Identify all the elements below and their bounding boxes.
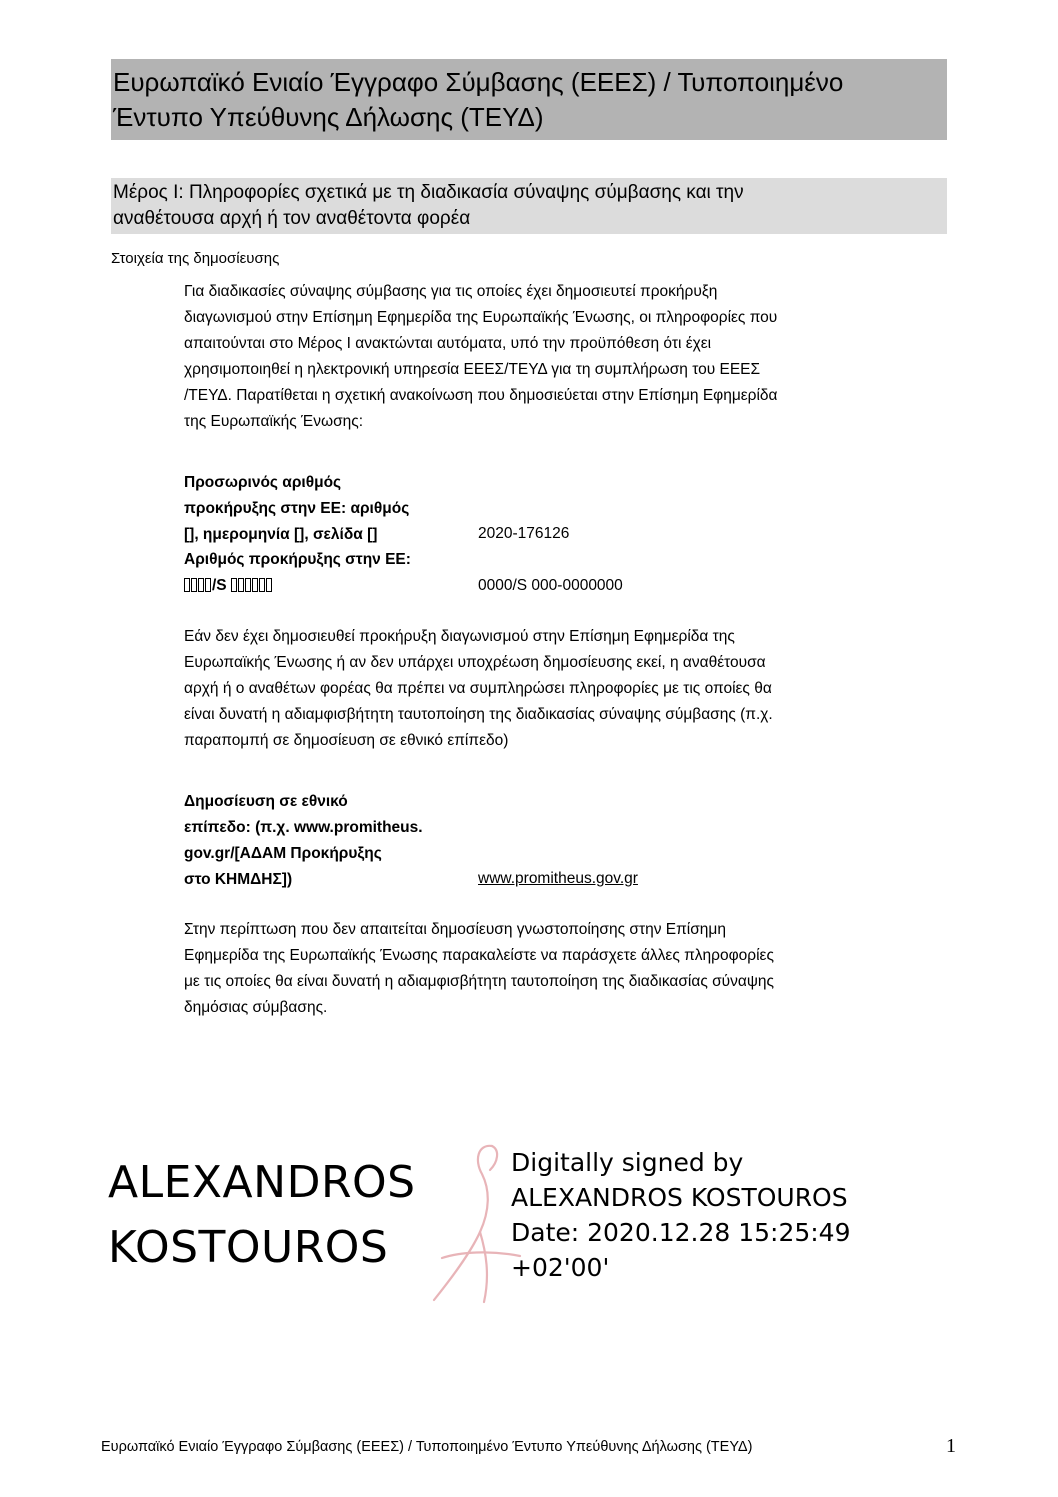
national-publication-link[interactable]: www.promitheus.gov.gr	[478, 870, 638, 887]
intro-paragraph	[184, 279, 954, 435]
document-title	[111, 59, 947, 140]
intro-line: χρησιμοποιηθεί η ηλεκτρονική υπηρεσία ΕΕΕΣ/ΤΕΥΔ για τη συμπλήρωση του ΕΕΕΣ	[184, 361, 761, 378]
temp-notice-label-line: προκήρυξης στην ΕΕ: αριθμός	[184, 500, 410, 517]
signature-detail-line: Digitally signed by	[511, 1148, 744, 1177]
intro-line: /ΤΕΥΔ. Παρατίθεται η σχετική ανακοίνωση που δημοσιεύεται στην Επίσημη Εφημερίδα	[184, 387, 778, 404]
part-heading	[111, 178, 947, 234]
oj-notice-value: 0000/S 000-0000000	[478, 577, 623, 594]
other-note-line: δημόσιας σύμβασης.	[184, 999, 328, 1016]
intro-line: Για διαδικασίες σύναψης σύμβασης για τις οποίες έχει δημοσιευτεί προκήρυξη	[184, 283, 718, 300]
missing-glyph-box	[266, 578, 272, 592]
national-note-paragraph	[184, 624, 954, 754]
signature-detail-line: ALEXANDROS KOSTOUROS	[511, 1183, 848, 1212]
signature-mark-stroke	[490, 1146, 497, 1170]
signature-detail-line: Date: 2020.12.28 15:25:49	[511, 1218, 851, 1247]
missing-glyph-box	[231, 578, 237, 592]
national-publication-label-line: στο ΚΗΜΔΗΣ])	[184, 871, 293, 888]
signature-details	[511, 1145, 851, 1285]
other-note-line: Εφημερίδα της Ευρωπαϊκής Ένωσης παρακαλείστε να παράσχετε άλλες πληροφορίες	[184, 947, 774, 964]
temp-notice-label	[184, 470, 464, 548]
national-note-line: Ευρωπαϊκής Ένωσης ή αν δεν υπάρχει υποχρέωση δημοσίευσης εκεί, η αναθέτουσα	[184, 654, 766, 671]
national-note-line: Εάν δεν έχει δημοσιευθεί προκήρυξη διαγωνισμού στην Επίσημη Εφημερίδα της	[184, 628, 735, 645]
other-note-paragraph	[184, 917, 954, 1021]
missing-glyph-box	[245, 578, 251, 592]
national-note-line: είναι δυνατή η αδιαμφισβήτητη ταυτοποίηση της διαδικασίας σύναψης σύμβασης (π.χ.	[184, 706, 773, 723]
page-footer: Ευρωπαϊκό Ενιαίο Έγγραφο Σύμβασης (ΕΕΕΣ) / Τυποποιημένο Έντυπο Υπεύθυνης Δήλωσης (ΤΕΥΔ)	[101, 1439, 753, 1455]
national-note-line: αρχή ή ο αναθέτων φορέας θα πρέπει να συμπληρώσει πληροφορίες με τις οποίες θα	[184, 680, 772, 697]
missing-glyph-box	[238, 578, 244, 592]
signature-mark-stroke	[434, 1146, 492, 1300]
page-number: 1	[946, 1435, 956, 1457]
oj-notice-label-format	[184, 573, 464, 599]
temp-notice-label-line: Προσωρινός αριθμός	[184, 474, 342, 491]
intro-line: διαγωνισμού στην Επίσημη Εφημερίδα της Ευρωπαϊκής Ένωσης, οι πληροφορίες που	[184, 309, 778, 326]
document-title-line-2: Έντυπο Υπεύθυνης Δήλωσης (ΤΕΥΔ)	[113, 102, 544, 132]
missing-glyph-box	[252, 578, 258, 592]
signature-name-line-1: ALEXANDROS	[108, 1157, 416, 1208]
missing-glyph-box	[198, 578, 204, 592]
signature-mark-stroke	[442, 1252, 520, 1258]
document-title-line-1: Ευρωπαϊκό Ενιαίο Έγγραφο Σύμβασης (ΕΕΕΣ) / Τυποποιημένο	[113, 67, 844, 97]
national-note-line: παραπομπή σε δημοσίευση σε εθνικό επίπεδο)	[184, 732, 509, 749]
missing-glyph-box	[259, 578, 265, 592]
temp-notice-value: 2020-176126	[478, 525, 570, 542]
signature-mark-stroke	[480, 1232, 487, 1302]
signature-mark-strokes	[434, 1146, 520, 1302]
oj-notice-label	[184, 547, 464, 599]
part-heading-line-2: αναθέτουσα αρχή ή τον αναθέτοντα φορέα	[113, 208, 471, 229]
national-publication-label-line: επίπεδο: (π.χ. www.promitheus.	[184, 819, 423, 836]
national-publication-label	[184, 789, 464, 893]
signature-name	[108, 1150, 416, 1280]
national-publication-label-line: gov.gr/[ΑΔΑΜ Προκήρυξης	[184, 845, 382, 862]
other-note-line: με τις οποίες θα είναι δυνατή η αδιαμφισβήτητη ταυτοποίηση της διαδικασίας σύναψης	[184, 973, 775, 990]
national-publication-label-line: Δημοσίευση σε εθνικό	[184, 793, 348, 810]
missing-glyph-box	[191, 578, 197, 592]
signature-detail-line: +02'00'	[511, 1253, 610, 1282]
intro-line: απαιτούνται στο Μέρος I ανακτώνται αυτόματα, υπό την προϋπόθεση ότι έχει	[184, 335, 712, 352]
section-heading: Στοιχεία της δημοσίευσης	[111, 250, 280, 267]
oj-notice-label-line: Αριθμός προκήρυξης στην ΕΕ:	[184, 551, 411, 568]
other-note-line: Στην περίπτωση που δεν απαιτείται δημοσίευση γνωστοποίησης στην Επίσημη	[184, 921, 726, 938]
signature-name-line-2: KOSTOUROS	[108, 1222, 389, 1273]
missing-glyph-box	[184, 578, 190, 592]
temp-notice-label-line: [], ημερομηνία [], σελίδα []	[184, 526, 378, 543]
oj-notice-label-suffix: /S	[212, 577, 227, 594]
part-heading-line-1: Μέρος Ι: Πληροφορίες σχετικά με τη διαδικασία σύναψης σύμβασης και την	[113, 182, 744, 203]
intro-line: της Ευρωπαϊκής Ένωσης:	[184, 413, 364, 430]
missing-glyph-box	[205, 578, 211, 592]
